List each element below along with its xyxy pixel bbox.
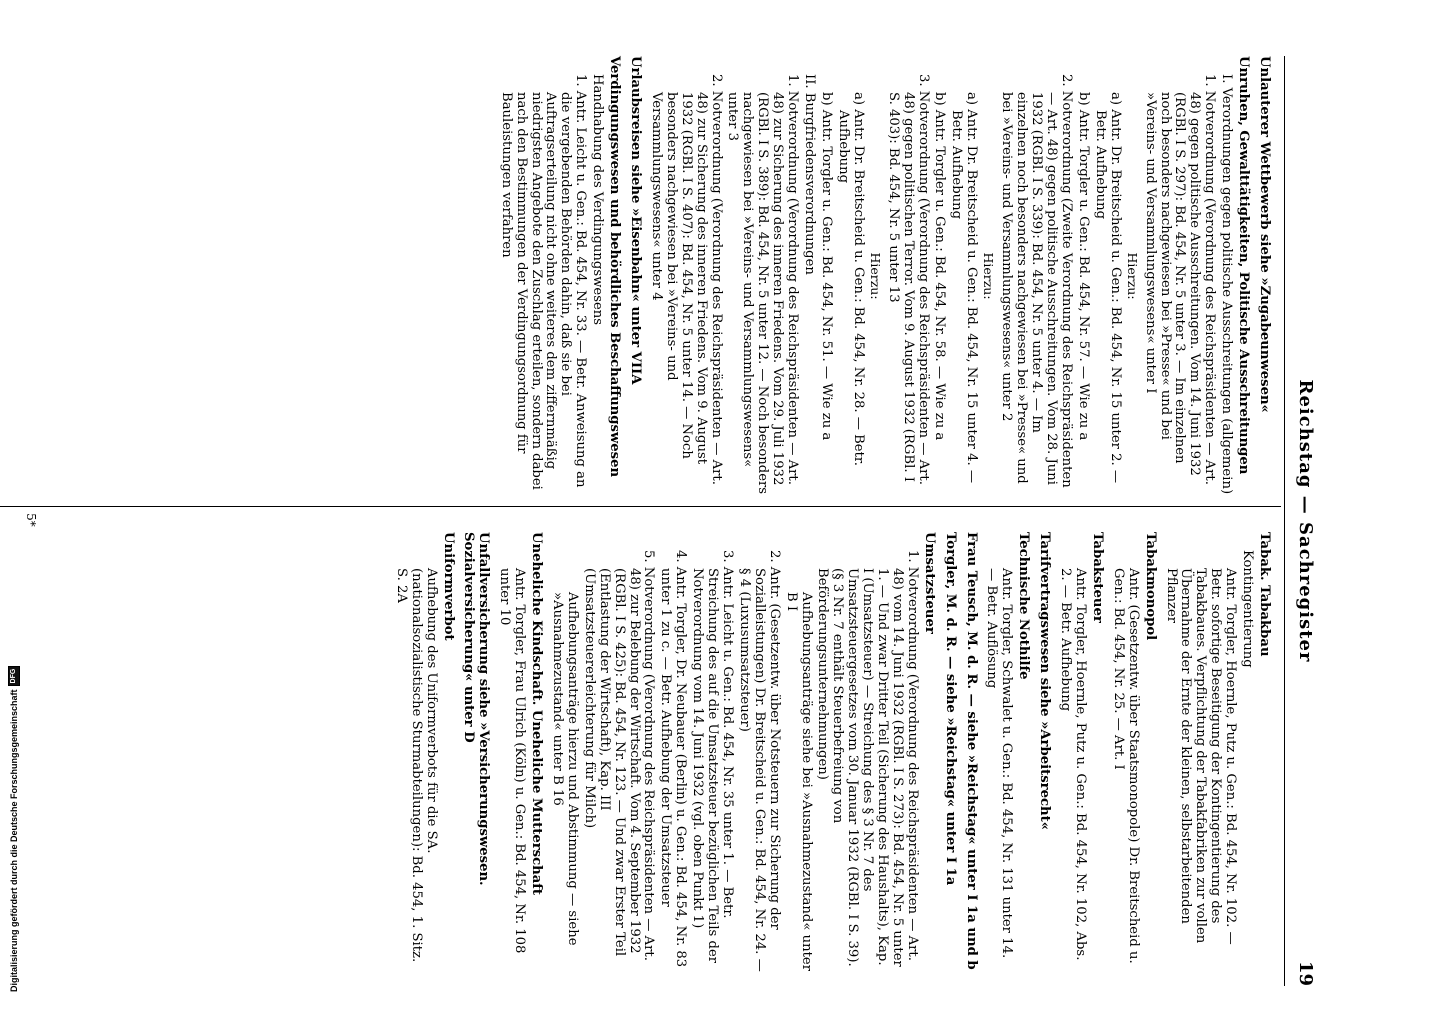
index-entry: 1. Notverordnung (Verordnung des Reichspräsidenten — Art. 48) zur Sicherung des inneren Friedens. Vom 29. Juli 1932 (RGBl. I S. 389): Bd. 454, Nr. 5 unter 12. — Noch besonders nachgewiesen bei »Vereins- und Versammlungswesens« unter 3: [725, 74, 801, 495]
funding-note: [6, 2, 22, 992]
right-column: [391, 532, 1277, 972]
index-entry: Handhabung des Verdingungswesens: [590, 74, 606, 326]
index-keyword: Tabak. Tabakbau: [1257, 532, 1272, 657]
index-entry: a) Antr. Dr. Breitscheid u. Gen.: Bd. 454, Nr. 28. — Betr. Aufhebung: [835, 92, 866, 466]
index-entry: Antr. Torgler, Hoernle, Putz u. Gen.: Bd. 454, Nr. 102, Abs. 2. — Betr. Aufhebung: [1058, 568, 1089, 961]
index-keyword: Tabaksteuer: [1089, 532, 1105, 623]
page-title: Reichstag — Sachregister: [1295, 379, 1316, 663]
index-keyword: Tarifvertragswesen siehe »Arbeitsrecht«: [1037, 532, 1053, 830]
index-entry: 1. Notverordnung (Verordnung des Reichspräsidenten — Art. 48) gegen politische Ausschreitungen. Vom 14. Juni 1932 (RGBl. I S. 297): Bd. 454, Nr. 5 unter 3. — Im einzelnen noch besonders nachgewiesen bei »Presse« und bei »Vereins- und Versammlungswesens« unter I: [1142, 74, 1218, 485]
index-keyword: Unlauterer Wettbewerb siehe »Zugabeunwesen«: [1257, 56, 1272, 413]
index-keyword: Tabakmonopol: [1142, 532, 1158, 641]
dfg-logo: DFG: [8, 666, 20, 687]
document-page: [0, 20, 1337, 1020]
index-entry: b) Antr. Torgler u. Gen.: Bd. 454, Nr. 57. — Wie zu a: [1075, 92, 1091, 441]
index-keyword: Torgler, M. d. R. — siehe »Reichstag« unter I 1a: [942, 532, 958, 886]
index-entry: b) Antr. Torgler u. Gen.: Bd. 454, Nr. 58. — Wie zu a: [932, 92, 948, 441]
index-keyword: Unruhen, Gewalttätigkeiten, Politische Ausschreitungen: [1236, 56, 1252, 475]
index-keyword: Umsatzsteuer: [921, 532, 937, 634]
funding-note-text: Digitalisierung gefördert durch die Deutsche Forschungsgemeinschaft: [9, 689, 19, 992]
index-keyword: Uneheliche Kindschaft. Uneheliche Mutterschaft: [529, 532, 545, 896]
index-entry: 3. Notverordnung (Verordnung des Reichspräsidenten — Art. 48) gegen politischen Terror. Vom 9. August 1932 (RGBl. I S. 403): Bd. 454, Nr. 5 unter 13: [885, 74, 931, 485]
index-entry: 4. Antr. Torgler, Dr. Neubauer (Berlin) u. Gen.: Bd. 454, Nr. 83 unter 1 zu c. — Betr. Aufhebung der Umsatzsteuer: [658, 550, 689, 968]
index-entry: a) Antr. Dr. Breitscheid u. Gen.: Bd. 454, Nr. 15 unter 2. — Betr. Aufhebung: [1092, 92, 1123, 484]
left-column: [496, 56, 1277, 496]
index-entry: Antr. (Gesetzentw. über Staatsmonopole) Dr. Breitscheid u. Gen.: Bd. 454, Nr. 25. — Art. I: [1110, 568, 1141, 964]
index-subheading: Hierzu:: [981, 252, 997, 300]
index-entry: Aufhebung des Uniformverbots für die SA. (nationalsozialistische Sturmabteilungen): Bd. 454, 1. Sitz. S. 2A: [393, 568, 439, 963]
index-entry: 2. Antr. (Gesetzentw. über Notsteuern zur Sicherung der Sozialleistungen) Dr. Breitscheid u. Gen.: Bd. 454, Nr. 24. — § 4 (Luxusumsatzsteuer): [736, 550, 782, 972]
index-entry: Aufhebungsanträge siehe bei »Ausnahmezustand« unter B I: [783, 592, 814, 971]
index-entry: b) Antr. Torgler u. Gen.: Bd. 454, Nr. 51. — Wie zu a: [818, 92, 834, 441]
header-rule: [1284, 56, 1285, 986]
column-divider: [0, 506, 1281, 507]
index-entry: I. Verordnungen gegen politische Ausschreitungen (allgemein): [1219, 74, 1235, 495]
index-keyword: Unfallversicherung siehe »Versicherungswesen. Sozialversicherung« unter D: [461, 532, 492, 886]
index-entry: 3. Antr. Leicht u. Gen.: Bd. 454, Nr. 35 unter 1. — Betr. Streichung des auf die Umsatzsteuer bezüglichen Teils der Notverordnung vom 14. Juni 1932 (vgl. oben Punkt 1): [690, 550, 735, 964]
page-header: [1289, 56, 1315, 986]
index-entry: Antr. Torgler, Frau Ulrich (Köln) u. Gen.: Bd. 454, Nr. 108 unter 10: [497, 568, 528, 954]
index-entry: II. Burgfriedensverordnungen: [801, 74, 817, 275]
index-entry: Antr. Torgler, Schwalet u. Gen.: Bd. 454, Nr. 131 unter 14. — Betr. Auflösung: [984, 568, 1015, 959]
index-keyword: Technische Nothilfe: [1016, 532, 1032, 680]
index-keyword: Uniformverbot: [440, 532, 456, 641]
index-entry: 2. Notverordnung (Zweite Verordnung des Reichspräsidenten — Art. 48) gegen politische Ausschreitungen. Vom 28. Juni 1932 (RGBl. I S. 339): Bd. 454, Nr. 5 unter 4. — Im einzelnen noch besonders nachgewiesen bei »Presse« und bei »Vereins- und Versammlungswesens« unter 2: [999, 74, 1074, 488]
index-subheading: Hierzu:: [1124, 252, 1140, 300]
index-entry: 5. Notverordnung (Verordnung des Reichspräsidenten — Art. 48) zur Belebung der Wirtschaft. Vom 4. September 1932 (RGBl. I S. 425): Bd. 454, Nr. 123. — Und zwar Erster Teil (Entlastung der Wirtschaft), Kap. III (Umsatzsteuererleichterung für Milch): [581, 550, 657, 961]
index-keyword: Urlaubsreisen siehe »Eisenbahn« unter VIIA: [628, 56, 643, 385]
index-entry: 2. Notverordnung (Verordnung des Reichspräsidenten — Art. 48) zur Sicherung des inneren Friedens. Vom 9. August 1932 (RGBl. I S. 407): Bd. 454, Nr. 5 unter 14. — Noch besonders nachgewiesen bei »Vereins- und Versammlungswesens« unter 4: [648, 74, 724, 485]
index-subheading: Hierzu:: [867, 252, 883, 300]
index-entry: Kontingentierung: [1240, 550, 1256, 668]
index-entry: Antr. Torgler, Hoernle, Putz u. Gen.: Bd. 454, Nr. 102. — Betr. sofortige Beseitigung der Kontingentierung des Tabakbaues. Verpflichtung der Tabakfabriken zur vollen Übernahme der Ernte der kleinen, selbstarbeitenden Pflanzer: [1163, 568, 1239, 945]
index-entry: a) Antr. Dr. Breitscheid u. Gen.: Bd. 454, Nr. 15 unter 4. — Betr. Aufhebung: [949, 92, 980, 484]
index-entry: 1. Antr. Leicht u. Gen.: Bd. 454, Nr. 33. — Betr. Anweisung an die vergebenden Behörden dahin, daß sie bei Auftragserteilung nicht ohne weiteres dem ziffernmäßig niedrigsten Angebote den Zuschlag erteilen, sondern dabei nach den Bestimmungen der Verdingungsordnung für Bauleistungen verfahren: [498, 74, 589, 490]
index-entry: 1. Notverordnung (Verordnung des Reichspräsidenten — Art. 48) vom 14. Juni 1932 (RGBl. I S. 273): Bd. 454, Nr. 5 unter 1. — Und zwar Dritter Teil (Sicherung des Haushalts), Kap. I (Umsatzsteuer) — Streichung des § 3 Nr. 7 des Umsatzsteuergesetzes vom 30. Januar 1932 (RGBl. I S. 39). (§ 3 Nr. 7 enthält Steuerbefreiung von Beförderungsunternehmungen): [815, 550, 920, 967]
page-number: 19: [1295, 960, 1316, 986]
index-keyword: Verdingungswesen und behördliches Beschaffungswesen: [607, 56, 623, 478]
signature-mark: 5*: [24, 513, 38, 527]
index-keyword: Frau Teusch, M. d. R. — siehe »Reichstag« unter I 1a und b: [963, 532, 979, 970]
index-entry: Aufhebungsanträge hierzu und Abstimmung — siehe »Ausnahmezustand« unter B 16: [550, 592, 580, 946]
